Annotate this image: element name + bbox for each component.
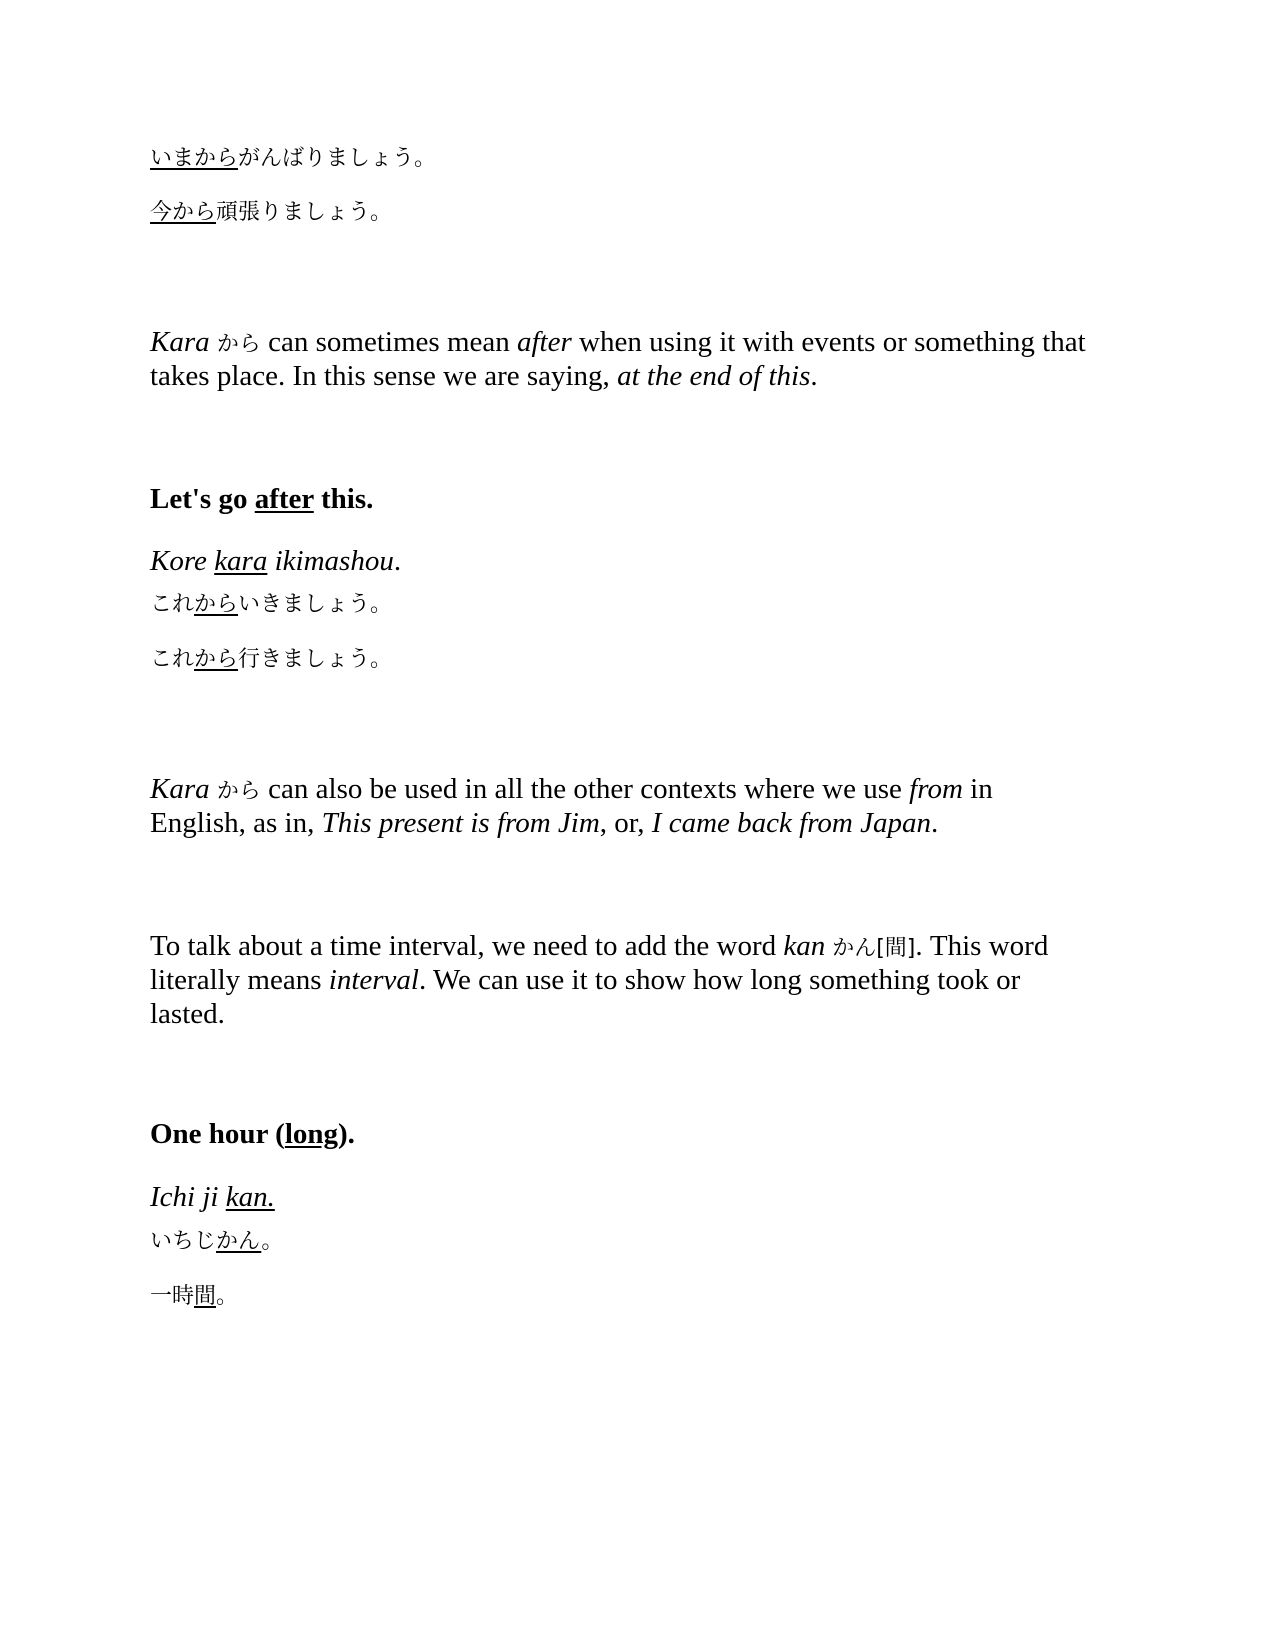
example2-kana (150, 1227, 283, 1257)
kan-word: kan (783, 930, 826, 962)
kanji-text: 。 (216, 1284, 239, 1309)
phrase-rest: がんばりましょう。 (238, 146, 437, 171)
example2-heading (150, 1117, 355, 1151)
text: , or, (599, 807, 652, 839)
kana-text: これ (150, 592, 195, 617)
underlined-phrase: いまから (150, 146, 239, 171)
text: can also be used in all the other contexts where we use (260, 773, 910, 805)
kana-underlined: かん (216, 1229, 262, 1254)
example1-romaji (150, 544, 401, 578)
para1-line2 (150, 359, 818, 393)
example2-romaji (150, 1180, 275, 1214)
kara-kana: から (216, 332, 261, 357)
heading-text: One hour ( (150, 1118, 285, 1150)
after-word: after (517, 326, 572, 358)
end-phrase: at the end of this (617, 360, 811, 392)
romaji-period: . (393, 545, 402, 577)
heading-underlined: long (284, 1118, 339, 1150)
kana-text: 。 (261, 1229, 284, 1254)
romaji-text: ikimashou (267, 545, 394, 577)
kana-text: いちじ (150, 1229, 217, 1254)
heading-text: ). (338, 1118, 355, 1150)
text: . This word (915, 930, 1049, 962)
text: when using it with events or something that (571, 326, 1086, 358)
romaji-text: Kore (150, 545, 215, 577)
kanji-line-imakara (150, 198, 392, 228)
heading-underlined: after (254, 483, 314, 515)
kanji-text: 一時 (150, 1284, 195, 1309)
example1-heading (150, 482, 373, 516)
example2-kanji (150, 1282, 238, 1312)
text: . (930, 807, 939, 839)
phrase-rest: 頑張りましょう。 (216, 200, 393, 225)
kana-line-imakara (150, 144, 436, 174)
example1-kana (150, 590, 392, 620)
para3-line3 (150, 997, 225, 1031)
example1-kanji (150, 645, 392, 675)
interval-word: interval (328, 964, 419, 996)
text: . We can use it to show how long something took or (418, 964, 1021, 996)
from-word: from (909, 773, 963, 805)
kana-underlined: から (194, 592, 239, 617)
text: can sometimes mean (260, 326, 517, 358)
para2-line1 (150, 772, 993, 809)
text: literally means (150, 964, 329, 996)
text: lasted. (150, 998, 225, 1030)
kara-word: Kara (150, 773, 210, 805)
romaji-underlined: kan. (225, 1181, 275, 1213)
kan-kana: かん[間] (825, 936, 916, 961)
romaji-underlined: kara (214, 545, 268, 577)
para1-line1 (150, 325, 1086, 362)
kanji-text: これ (150, 647, 195, 672)
underlined-phrase: 今から (150, 200, 217, 225)
text: English, as in, (150, 807, 322, 839)
para3-line2 (150, 963, 1020, 997)
kara-word: Kara (150, 326, 210, 358)
japan-phrase: I came back from Japan (651, 807, 931, 839)
present-phrase: This present is from Jim (321, 807, 600, 839)
text: . (810, 360, 818, 392)
text: To talk about a time interval, we need to add the word (150, 930, 784, 962)
para3-line1 (150, 929, 1048, 966)
text: in (962, 773, 993, 805)
text: takes place. In this sense we are saying, (150, 360, 618, 392)
kanji-underlined: から (194, 647, 239, 672)
heading-text: Let's go (150, 483, 255, 515)
kara-kana: から (216, 779, 261, 804)
para2-line2 (150, 806, 938, 840)
heading-text: this. (313, 483, 374, 515)
romaji-text: Ichi ji (150, 1181, 226, 1213)
kanji-underlined: 間 (194, 1284, 217, 1309)
kana-text: いきましょう。 (238, 592, 393, 617)
kanji-text: 行きましょう。 (238, 647, 393, 672)
